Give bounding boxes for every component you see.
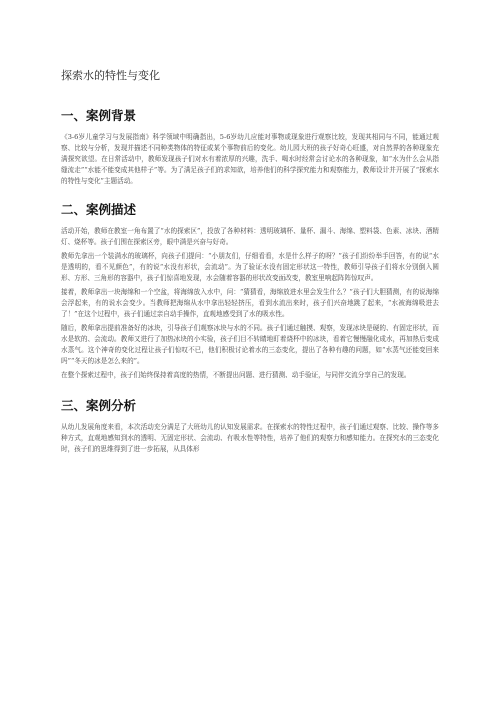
- section-body-description: [61, 226, 439, 381]
- paragraph: 接着，教师拿出一块海绵和一个空盆，将海绵放入水中，问：“猜猜看，海绵放进水里会发生什么？”孩子们大胆猜测，有的说海绵会浮起来，有的说水会变少。当教师把海绵从水中拿出轻轻挤压，看到水流出来时，孩子们兴奋地跳了起来，“水被海绵吸进去了！”在这个过程中，孩子们通过亲自动手操作，直观地感受到了水的吸水性。: [61, 288, 439, 318]
- paragraph: 从幼儿发展角度来看，本次活动充分满足了大班幼儿的认知发展需求。在探索水的特性过程中，孩子们通过观察、比较、操作等多种方式，直观地感知到水的透明、无固定形状、会流动、有吸水性等特性，培养了他们的观察力和感知能力。在探究水的三态变化时，孩子们的思维得到了进一步拓展，从具体形: [61, 423, 439, 453]
- document-title: 探索水的特性与变化: [61, 69, 160, 82]
- paragraph: 在整个探索过程中，孩子们始终保持着高度的热情，不断提出问题、进行猜测、动手验证，与同伴交流分享自己的发现。: [61, 371, 411, 379]
- section-heading-background: 一、案例背景: [61, 108, 137, 123]
- paragraph: 《3-6岁儿童学习与发展指南》科学领域中明确指出，5-6岁幼儿应能对事物或现象进行观察比较，发现其相同与不同，能通过观察、比较与分析，发现并描述不同种类物体的特征或某个事物前后的变化。幼儿园大班的孩子好奇心旺盛，对自然界的各种现象充满探究欲望。在日常活动中，教师发现孩子们对水有着浓厚的兴趣，洗手、喝水时经常会讨论水的各种现象，如“水为什么会从指缝流走”“水能不能变成其他样子”等。为了满足孩子们的求知欲，培养他们的科学探究能力和观察能力，教师设计并开展了“探索水的特性与变化”主题活动。: [61, 133, 439, 185]
- section-body-analysis: [61, 422, 439, 455]
- section-body-background: [61, 132, 439, 187]
- paragraph: 随后，教师拿出提前准备好的冰块，引导孩子们观察冰块与水的不同。孩子们通过触摸、观察，发现冰块是硬的、有固定形状，而水是软的、会流动。教师又进行了加热冰块的小实验，孩子们目不转睛地盯着烧杯中的冰块，看着它慢慢融化成水，再加热后变成水蒸气。这个神奇的变化过程让孩子们惊叹不已，他们积极讨论着水的三态变化，提出了各种有趣的问题，如“水蒸气还能变回来吗”“冬天的冰是怎么来的”。: [61, 324, 439, 365]
- section-heading-analysis: 三、案例分析: [61, 398, 137, 413]
- section-heading-description: 二、案例描述: [61, 202, 137, 217]
- paragraph: 教师先拿出一个装满水的玻璃杯，向孩子们提问：“小朋友们，仔细看看，水是什么样子的呀？”孩子们纷纷举手回答，有的说“水是透明的，看不见颜色”，有的说“水没有形状，会流动”。为了验证水没有固定形状这一特性，教师引导孩子们将水分别倒入圆形、方形、三角形的容器中，孩子们惊喜地发现，水会随着容器的形状改变面改变，教室里响起阵阵惊叹声。: [61, 252, 439, 282]
- document-content: [61, 68, 439, 455]
- paragraph: 活动开始，教师在教室一角布置了“水的探索区”，投放了各种材料：透明玻璃杯、量杯、漏斗、海绵、塑料袋、色素、冰块、酒精灯、烧杯等。孩子们围在探索区旁，眼中满是兴奋与好奇。: [61, 227, 439, 246]
